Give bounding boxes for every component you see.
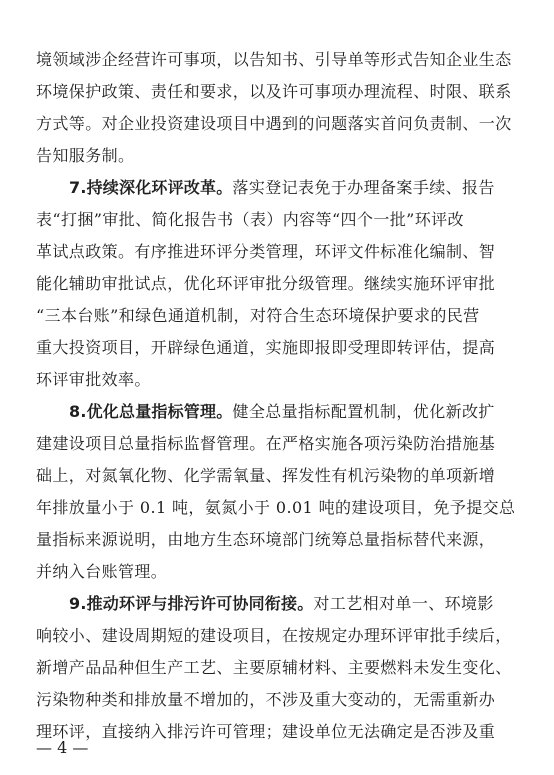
paragraph-text: 境领域涉企经营许可事项，以告知书、引导单等形式告知企业生态 — [36, 50, 512, 69]
paragraph-text: 响较小、建设周期短的建设项目，在按规定办理环评审批手续后， — [36, 626, 512, 645]
paragraph-text: 量指标来源说明，由地方生态环境部门统筹总量指标替代来源， — [36, 530, 496, 549]
paragraph-text: 健全总量指标配置机制，优化新改扩 — [232, 402, 495, 421]
paragraph-text: 对工艺相对单一、环境影 — [313, 594, 494, 613]
page-number: — 4 — — [36, 738, 89, 757]
text-line — [36, 204, 520, 236]
text-line — [36, 716, 520, 748]
text-line — [36, 428, 520, 460]
text-line — [36, 524, 520, 556]
text-line — [36, 140, 520, 172]
paragraph-text: 污染物种类和排放量不增加的，不涉及重大变动的，无需重新办 — [36, 690, 496, 709]
paragraph-text: 方式等。对企业投资建设项目中遇到的问题落实首问负责制、一次 — [36, 114, 512, 133]
text-line — [36, 652, 520, 684]
paragraph-text: 重大投资项目，开辟绿色通道，实施即报即受理即转评估，提高 — [36, 338, 496, 357]
paragraph-text: 新增产品品种但生产工艺、主要原辅材料、主要燃料未发生变化、 — [36, 658, 512, 677]
section-heading-line — [36, 588, 520, 620]
section-heading: 8.优化总量指标管理。 — [69, 402, 233, 421]
section-heading-line — [36, 396, 520, 428]
paragraph-text: 建建设项目总量指标监督管理。在严格实施各项污染防治措施基 — [36, 434, 496, 453]
paragraph-text: 表“打捆”审批、简化报告书（表）内容等“四个一批”环评改 — [36, 210, 464, 229]
paragraph-text: 落实登记表免于办理备案手续、报告 — [232, 178, 495, 197]
text-line — [36, 364, 520, 396]
section-heading-line — [36, 172, 520, 204]
text-line — [36, 492, 520, 524]
paragraph-text: “三本台账”和绿色通道机制，对符合生态环境保护要求的民营 — [36, 306, 480, 325]
text-line — [36, 268, 520, 300]
paragraph-text: 理环评，直接纳入排污许可管理；建设单位无法确定是否涉及重 — [36, 722, 496, 741]
paragraph-text: 并纳入台账管理。 — [36, 562, 168, 581]
paragraph-text: 能化辅助审批试点，优化环评审批分级管理。继续实施环评审批 — [36, 274, 496, 293]
text-line — [36, 556, 520, 588]
paragraph-text: 环境保护政策、责任和要求，以及许可事项办理流程、时限、联系 — [36, 82, 512, 101]
paragraph-text: 告知服务制。 — [36, 146, 135, 165]
paragraph-text: 础上，对氮氧化物、化学需氧量、挥发性有机污染物的单项新增 — [36, 466, 496, 485]
section-heading: 7.持续深化环评改革。 — [69, 178, 233, 197]
text-line — [36, 332, 520, 364]
text-line — [36, 300, 520, 332]
paragraph-text: 年排放量小于 0.1 吨，氨氮小于 0.01 吨的建设项目，免予提交总 — [36, 498, 516, 517]
text-line — [36, 108, 520, 140]
text-line — [36, 236, 520, 268]
body-text — [36, 44, 520, 748]
text-line — [36, 44, 520, 76]
text-line — [36, 76, 520, 108]
paragraph-text: 革试点政策。有序推进环评分类管理，环评文件标准化编制、智 — [36, 242, 496, 261]
text-line — [36, 460, 520, 492]
text-line — [36, 684, 520, 716]
section-heading: 9.推动环评与排污许可协同衔接。 — [69, 594, 314, 613]
paragraph-text: 环评审批效率。 — [36, 370, 151, 389]
text-line — [36, 620, 520, 652]
